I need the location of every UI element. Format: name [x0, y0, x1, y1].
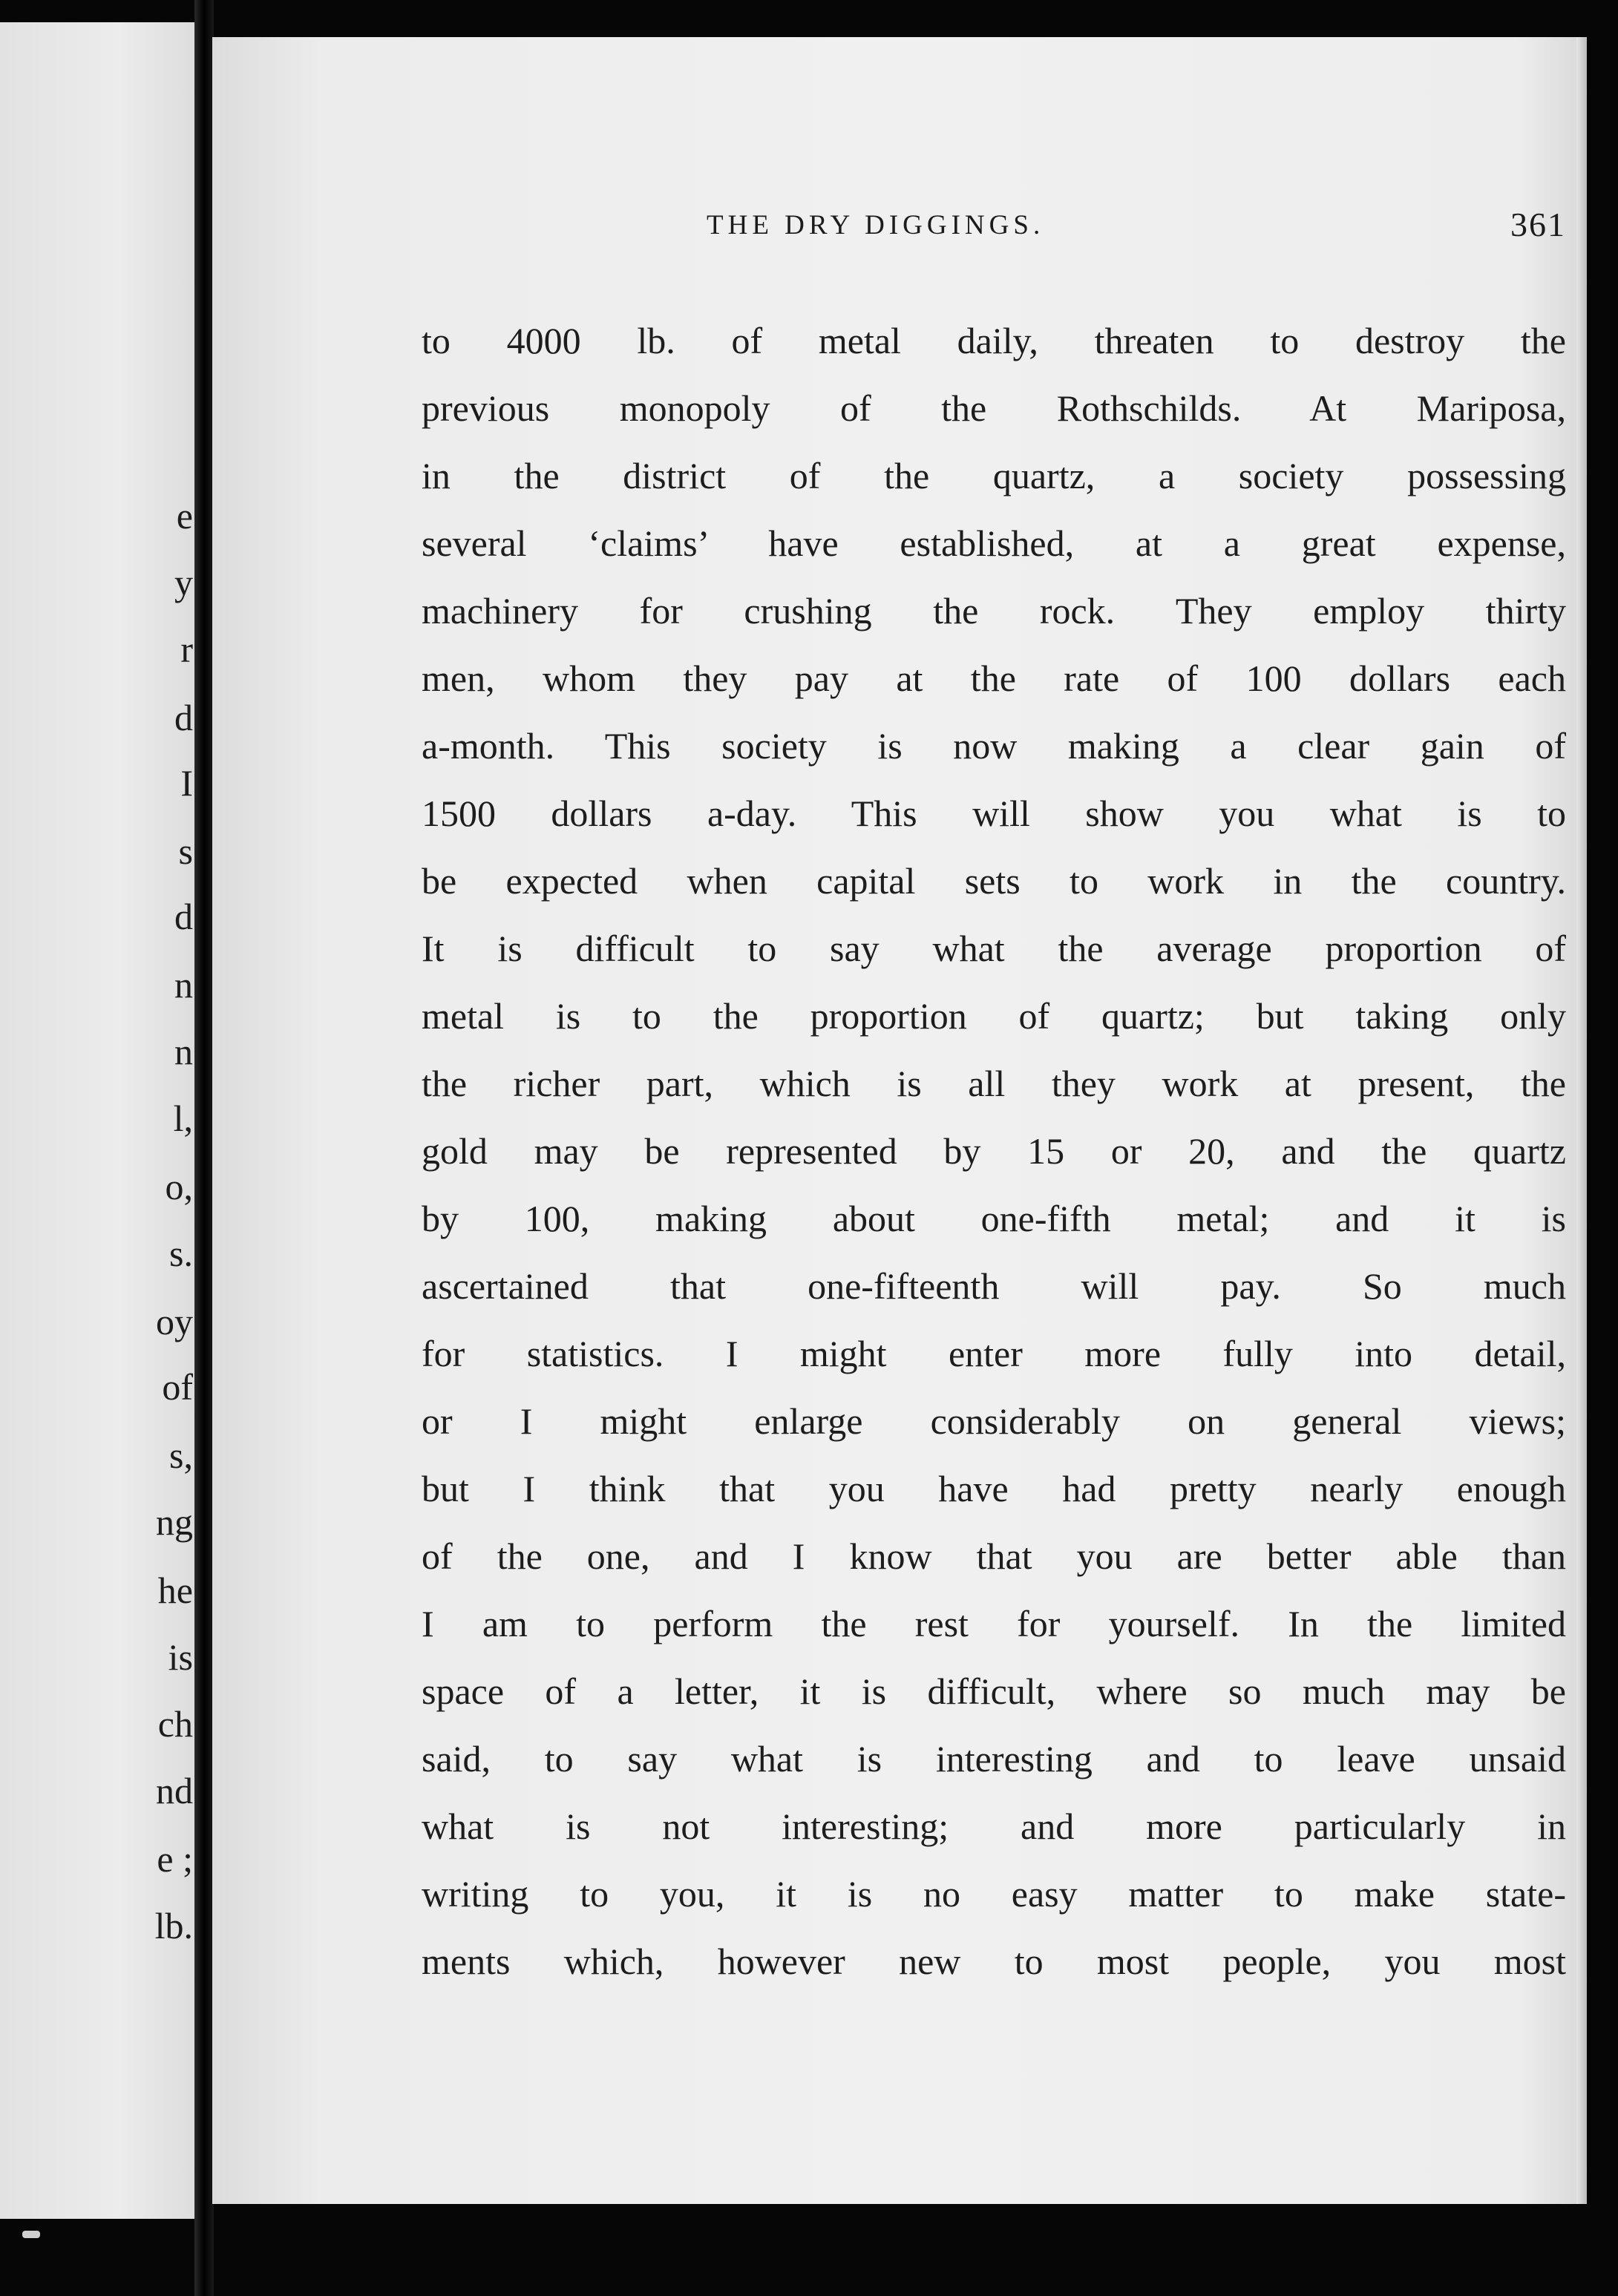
text-line-content: ascertained that one-fifteenth will pay. So much: [422, 1265, 1566, 1307]
left-page-fragment: oy: [156, 1301, 193, 1342]
text-line-content: said, to say what is interesting and to leave unsaid: [422, 1738, 1566, 1780]
body-text: [422, 307, 1566, 1995]
text-line-content: I am to perform the rest for yourself. In the limited: [422, 1603, 1566, 1644]
right-page: [212, 37, 1587, 2204]
text-line-content: by 100, making about one-fifth metal; and it is: [422, 1198, 1566, 1239]
text-line: [422, 375, 1566, 442]
text-line: [422, 510, 1566, 577]
text-line: [422, 1793, 1566, 1860]
text-line: [422, 577, 1566, 645]
text-line-content: a-month. This society is now making a clear gain of: [422, 725, 1566, 767]
text-line: [422, 1050, 1566, 1118]
left-page-fragment: ch: [157, 1703, 193, 1745]
left-page-fragment: s,: [169, 1434, 193, 1476]
left-page-fragment: e ;: [157, 1838, 193, 1880]
left-page-fragment: d: [174, 697, 193, 738]
left-page-fragment: l,: [173, 1098, 193, 1139]
left-page-fragment: o,: [165, 1166, 193, 1207]
text-line-content: of the one, and I know that you are better able than: [422, 1535, 1566, 1577]
text-line: [422, 1185, 1566, 1253]
text-line-content: metal is to the proportion of quartz; but taking only: [422, 995, 1566, 1037]
text-line-content: in the district of the quartz, a society possessing: [422, 455, 1566, 496]
text-line: [422, 645, 1566, 712]
text-line: [422, 307, 1566, 375]
text-line: [422, 847, 1566, 915]
left-facing-page: [0, 22, 199, 2219]
text-line-content: the richer part, which is all they work at present, the: [422, 1063, 1566, 1104]
text-line-content: space of a letter, it is difficult, where so much may be: [422, 1670, 1566, 1712]
book-gutter: [194, 0, 214, 2296]
text-line-content: machinery for crushing the rock. They employ thirty: [422, 590, 1566, 632]
text-line: [422, 915, 1566, 983]
text-line: [422, 1523, 1566, 1590]
text-line: [422, 712, 1566, 780]
text-line-content: for statistics. I might enter more fully into detail,: [422, 1333, 1566, 1374]
text-line: [422, 1590, 1566, 1658]
left-page-fragment: lb.: [154, 1905, 193, 1946]
text-line: [422, 780, 1566, 847]
text-line-content: several ‘claims’ have established, at a great expense,: [422, 522, 1566, 564]
left-page-fragment: nd: [156, 1770, 193, 1811]
text-line-content: 1500 dollars a-day. This will show you what is to: [422, 793, 1566, 834]
text-line-content: but I think that you have had pretty nearly enough: [422, 1468, 1566, 1509]
text-line-content: to 4000 lb. of metal daily, threaten to destroy the: [422, 320, 1566, 361]
text-line: [422, 1253, 1566, 1320]
text-line: [422, 1320, 1566, 1388]
text-line: [422, 1455, 1566, 1523]
left-page-fragment: is: [168, 1636, 193, 1678]
text-line: [422, 983, 1566, 1050]
text-line: [422, 442, 1566, 510]
text-line: [422, 1388, 1566, 1455]
left-page-fragment: he: [157, 1570, 193, 1611]
running-title: THE DRY DIGGINGS.: [707, 210, 1045, 240]
scan-artifact: [22, 2231, 40, 2238]
page-number: 361: [1510, 206, 1566, 243]
left-page-fragment: ng: [156, 1501, 193, 1543]
text-line: [422, 1658, 1566, 1725]
left-page-fragment: e: [176, 495, 193, 537]
text-line-content: It is difficult to say what the average proportion of: [422, 928, 1566, 969]
left-page-fragment: of: [162, 1366, 193, 1408]
left-page-fragment: n: [174, 964, 193, 1006]
running-head: [422, 206, 1566, 254]
left-page-fragment: s.: [169, 1233, 193, 1274]
text-line: [422, 1928, 1566, 1995]
page-edge: [1576, 37, 1587, 2204]
text-line-content: men, whom they pay at the rate of 100 dollars each: [422, 657, 1566, 699]
left-page-fragment: r: [180, 629, 193, 670]
text-line-content: gold may be represented by 15 or 20, and the quartz: [422, 1130, 1566, 1172]
left-page-text-fragments: [0, 22, 199, 2219]
text-line: [422, 1725, 1566, 1793]
text-line-content: writing to you, it is no easy matter to make state-: [422, 1873, 1566, 1915]
left-page-fragment: I: [180, 762, 193, 804]
left-page-fragment: d: [174, 896, 193, 937]
left-page-fragment: s: [178, 830, 193, 872]
text-line-content: what is not interesting; and more particularly in: [422, 1805, 1566, 1847]
text-line-content: be expected when capital sets to work in the country.: [422, 860, 1566, 902]
left-page-fragment: n: [174, 1031, 193, 1072]
text-line-content: ments which, however new to most people, you most: [422, 1941, 1566, 1982]
left-page-fragment: y: [174, 562, 193, 603]
text-line: [422, 1118, 1566, 1185]
text-line-content: previous monopoly of the Rothschilds. At Mariposa,: [422, 387, 1566, 429]
text-line-content: or I might enlarge considerably on general views;: [422, 1400, 1566, 1442]
text-line: [422, 1860, 1566, 1928]
